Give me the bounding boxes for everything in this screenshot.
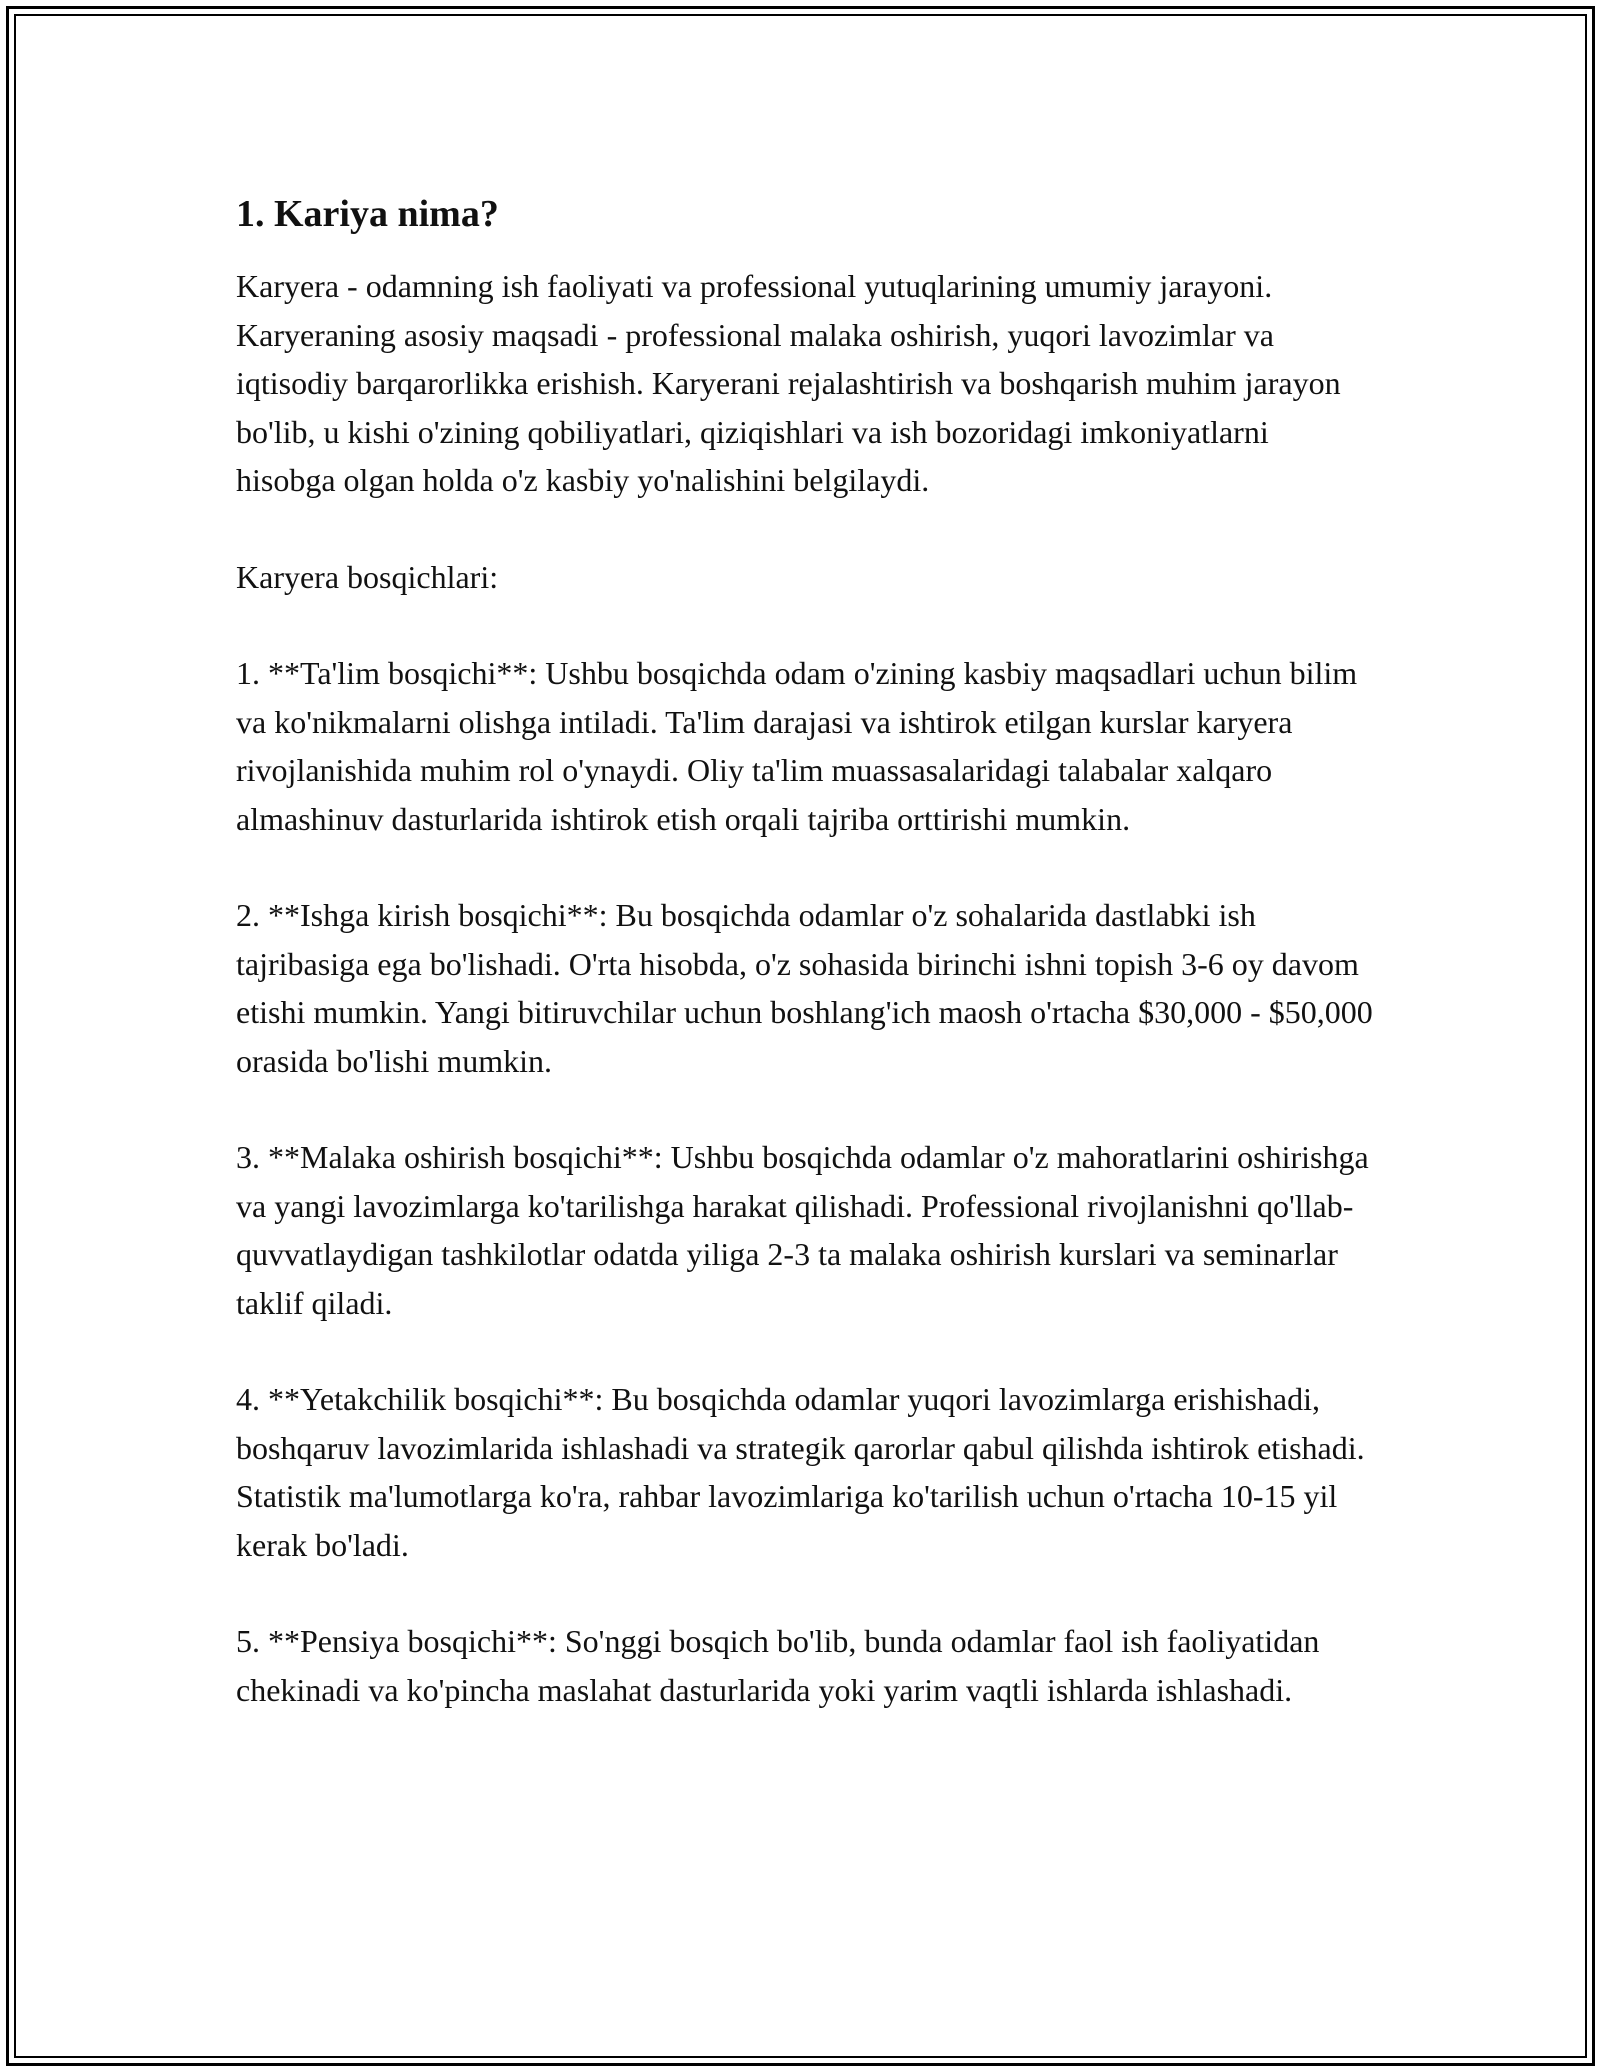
stage-education: 1. **Ta'lim bosqichi**: Ushbu bosqichda odam o'zining kasbiy maqsadlari uchun bilim va ko'nikmalarni olishga intiladi. Ta'lim darajasi va ishtirok etilgan kurslar karyera rivojlanishida muhim rol o'ynaydi. Oliy ta'lim muassasalaridagi talabalar xalqaro almashinuv dasturlarida ishtirok etish orqali tajriba orttirishi mumkin. [236,655,1358,837]
stage-skill-growth: 3. **Malaka oshirish bosqichi**: Ushbu bosqichda odamlar o'z mahoratlarini oshirishga va yangi lavozimlarga ko'tarilishga harakat qilishadi. Professional rivojlanishni qo'llab-quvvatlaydigan tashkilotlar odatda yiliga 2-3 ta malaka oshirish kurslari va seminarlar taklif qiladi. [236,1139,1369,1321]
intro-paragraph: Karyera - odamning ish faoliyati va professional yutuqlarining umumiy jarayoni. Karyeraning asosiy maqsadi - professional malaka oshirish, yuqori lavozimlar va iqtisodiy barqarorlikka erishish. Karyerani rejalashtirish va boshqarish muhim jarayon bo'lib, u kishi o'zining qobiliyatlari, qiziqishlari va ish bozoridagi imkoniyatlarni hisobga olgan holda o'z kasbiy yo'nalishini belgilaydi. [236,268,1341,498]
document-body [236,186,1376,1762]
section-heading: 1. Kariya nima? [236,193,499,235]
stage-retirement: 5. **Pensiya bosqichi**: So'nggi bosqich bo'lib, bunda odamlar faol ish faoliyatidan chekinadi va ko'pincha maslahat dasturlarida yoki yarim vaqtli ishlarda ishlashadi. [236,1623,1320,1708]
stages-label: Karyera bosqichlari: [236,558,499,595]
stage-job-entry: 2. **Ishga kirish bosqichi**: Bu bosqichda odamlar o'z sohalarida dastlabki ish tajribasiga ega bo'lishadi. O'rta hisobda, o'z sohasida birinchi ishni topish 3-6 oy davom etishi mumkin. Yangi bitiruvchilar uchun boshlang'ich maosh o'rtacha $30,000 - $50,000 orasida bo'lishi mumkin. [236,897,1373,1079]
stage-leadership: 4. **Yetakchilik bosqichi**: Bu bosqichda odamlar yuqori lavozimlarga erishishadi, boshqaruv lavozimlarida ishlashadi va strategik qarorlar qabul qilishda ishtirok etishadi. Statistik ma'lumotlarga ko'ra, rahbar lavozimlariga ko'tarilish uchun o'rtacha 10-15 yil kerak bo'ladi. [236,1381,1365,1563]
